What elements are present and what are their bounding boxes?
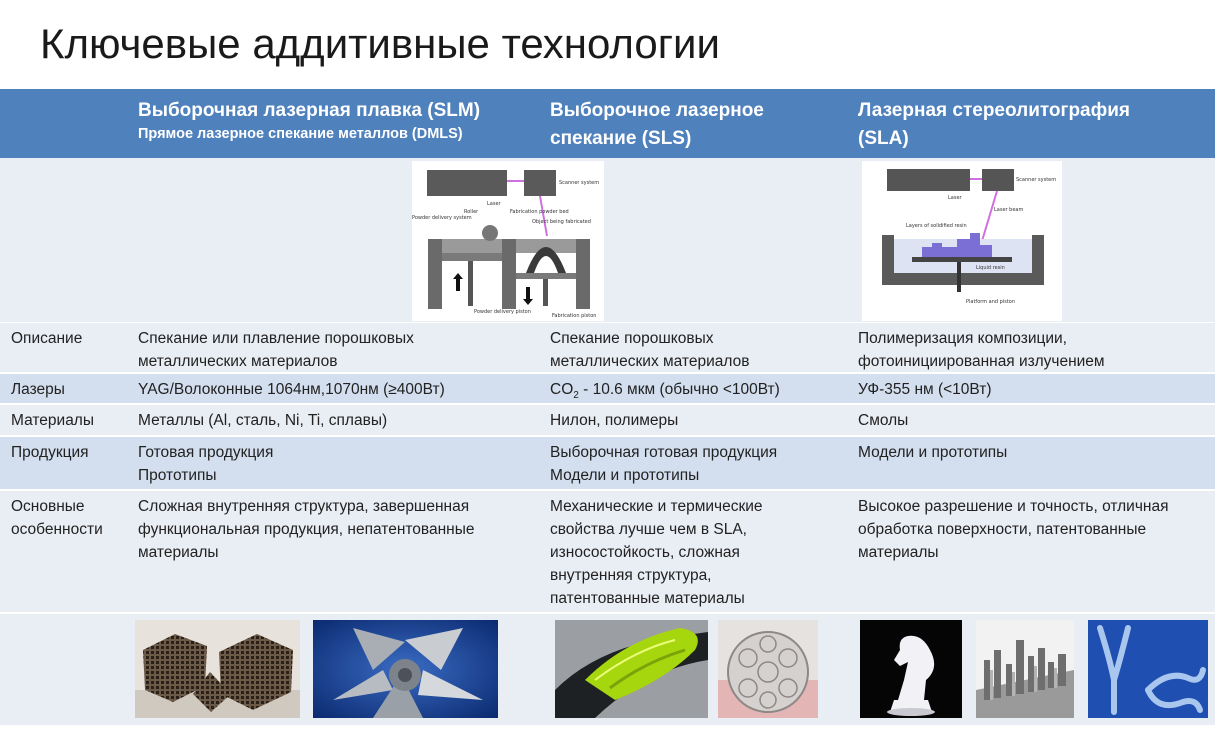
cell-line: металлических материалов (550, 353, 750, 370)
sla-label-laser-beam: Laser beam (994, 207, 1024, 213)
scanner-box (524, 170, 556, 196)
header-sls (550, 97, 764, 153)
cell-slm (138, 327, 538, 373)
cell-line: фотоинициированная излучением (858, 353, 1105, 370)
row-label: Лазеры (11, 381, 65, 398)
laser-box (427, 170, 507, 196)
slm-diagram (412, 161, 604, 321)
cell-line: Готовая продукция (138, 444, 274, 461)
cell-line: Прототипы (138, 467, 217, 484)
cell-line: износостойкость, сложная (550, 544, 740, 561)
header-sla (858, 97, 1130, 153)
table-row (0, 323, 1215, 374)
sla-vessel-model-photo (1088, 620, 1208, 718)
co2-subscript: 2 (573, 390, 579, 402)
row-label-line: особенности (11, 521, 103, 538)
row-label: Продукция (11, 444, 89, 461)
cell-slm: Металлы (Al, сталь, Ni, Ti, сплавы) (138, 412, 388, 429)
sla-label-platform: Platform and piston (966, 299, 1016, 305)
cell-line: Модели и прототипы (550, 467, 700, 484)
header-sla-line2: (SLA) (858, 128, 909, 149)
header-slm-title: Выборочная лазерная плавка (SLM) (138, 100, 481, 121)
slm-label-fab-piston: Fabrication piston (552, 313, 597, 319)
slm-label-powder-piston: Powder delivery piston (474, 309, 531, 315)
sls-shoe-photo (555, 620, 708, 718)
table-row (0, 437, 1215, 491)
sla-label-scanner: Scanner system (1016, 177, 1057, 183)
header-sls-line1: Выборочное лазерное (550, 100, 764, 121)
cell-line: Механические и термические (550, 498, 763, 515)
sls-laser-text: - 10.6 мкм (обычно <100Вт) (578, 381, 780, 398)
metal-impeller-photo (313, 620, 498, 718)
cell-slm (138, 495, 538, 564)
sla-city-model-photo (976, 620, 1074, 718)
cell-slm: YAG/Волоконные 1064нм,1070нм (≥400Вт) (138, 381, 445, 398)
sla-label-liquid: Liquid resin (976, 265, 1005, 271)
cell-line: Спекание порошковых (550, 330, 714, 347)
slide-title: Ключевые аддитивные технологии (40, 20, 720, 67)
cell-line: Сложная внутренняя структура, завершенная (138, 498, 470, 515)
cell-sls: Нилон, полимеры (550, 412, 679, 429)
cell-slm (138, 441, 538, 487)
cell-sls (550, 495, 845, 610)
cell-line: свойства лучше чем в SLA, (550, 521, 747, 538)
cell-line: Спекание или плавление порошковых (138, 330, 414, 347)
sla-label-layers: Layers of solidified resin (906, 223, 967, 229)
cell-line: Выборочная готовая продукция (550, 444, 778, 461)
header-slm-subtitle: Прямое лазерное спекание металлов (DMLS) (138, 126, 463, 142)
comparison-table (0, 89, 1215, 725)
cell-line: функциональная продукция, непатентованные (138, 521, 475, 538)
cell-line: обработка поверхности, патентованные (858, 521, 1147, 538)
slm-label-roller: Roller (464, 209, 479, 215)
table-row (0, 405, 1215, 437)
cell-sla: Модели и прототипы (858, 444, 1008, 461)
cell-sla (858, 327, 1208, 373)
slm-label-scanner: Scanner system (559, 180, 600, 186)
header-sla-line1: Лазерная стереолитография (858, 100, 1131, 121)
sla-diagram (862, 161, 1062, 321)
row-label-line: Основные (11, 498, 85, 515)
cell-sla: УФ-355 нм (<10Вт) (858, 381, 992, 398)
cell-line: материалы (138, 544, 219, 561)
co2-text: CO (550, 381, 574, 398)
cell-line: металлических материалов (138, 353, 338, 370)
cell-sls (550, 327, 845, 373)
cell-sla (858, 495, 1208, 564)
header-sls-line2: спекание (SLS) (550, 128, 692, 149)
table-row (0, 374, 1215, 405)
slm-label-fab-bed: Fabrication powder bed (510, 209, 569, 215)
cell-line: Высокое разрешение и точность, отличная (858, 498, 1169, 515)
cell-line: Полимеризация композиции, (858, 330, 1067, 347)
row-label: Описание (11, 330, 83, 347)
photo-row (0, 614, 1215, 725)
row-label (11, 495, 136, 541)
header-slm (138, 97, 480, 143)
cell-sls (550, 441, 845, 487)
cell-line: патентованные материалы (550, 590, 745, 607)
cell-line: материалы (858, 544, 939, 561)
metal-lattice-cubes-photo (135, 620, 300, 718)
sla-label-laser: Laser (948, 195, 962, 201)
table-header (0, 89, 1215, 158)
sls-sphere-photo (718, 620, 818, 718)
slm-label-object: Object being fabricated (532, 219, 591, 225)
cell-sla: Смолы (858, 412, 909, 429)
cell-sls (550, 378, 845, 407)
table-row (0, 491, 1215, 614)
slm-label-powder-delivery: Powder delivery system (412, 215, 472, 221)
sla-chess-knight-photo (860, 620, 962, 718)
row-label: Материалы (11, 412, 94, 429)
diagram-row (0, 158, 1215, 323)
slm-label-laser: Laser (487, 201, 501, 207)
cell-line: внутренняя структура, (550, 567, 712, 584)
